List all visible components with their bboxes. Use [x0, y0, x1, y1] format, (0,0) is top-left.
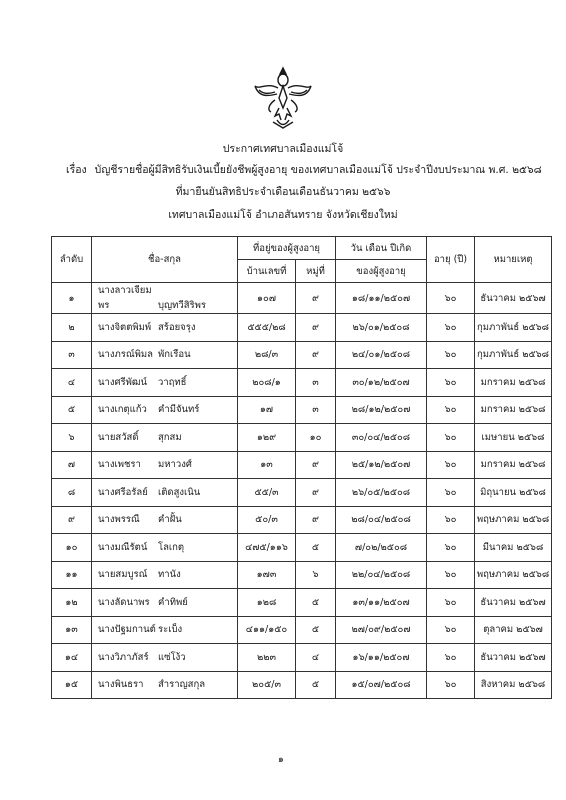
col-header-address: ที่อยู่ของผู้สูงอายุ	[238, 237, 336, 260]
first-name: นางเพชรา	[98, 459, 141, 471]
subject-line	[66, 161, 542, 178]
row-note: กุมภาพันธ์ ๒๕๖๘	[475, 314, 552, 342]
table-row	[52, 314, 552, 342]
row-name	[92, 506, 238, 534]
table-row	[52, 369, 552, 397]
col-header-no: ลำดับ	[52, 237, 92, 283]
row-age: ๖๐	[427, 506, 475, 534]
row-house-no: ๔๑๑/๑๕๐	[238, 616, 296, 644]
row-number: ๑๓	[52, 616, 92, 644]
row-name	[92, 424, 238, 452]
table-row	[52, 424, 552, 452]
row-house-no: ๕๐/๓	[238, 506, 296, 534]
row-name	[92, 671, 238, 699]
last-name: คำทิพย์	[158, 596, 188, 608]
row-moo: ๓	[296, 396, 336, 424]
row-note: มีนาคม ๒๕๖๘	[475, 534, 552, 562]
row-number: ๙	[52, 506, 92, 534]
row-note: กุมภาพันธ์ ๒๕๖๘	[475, 341, 552, 369]
row-name	[92, 616, 238, 644]
row-note: ตุลาคม ๒๕๖๗	[475, 616, 552, 644]
row-house-no: ๑๒๘	[238, 589, 296, 617]
announcement-org: ประกาศเทศบาลเมืองแม่โจ้	[222, 143, 344, 155]
last-name: สำราญสกุล	[158, 679, 206, 691]
last-name: เติดสูงเนิน	[158, 486, 201, 498]
last-name: ทานัง	[158, 569, 181, 581]
row-number: ๘	[52, 479, 92, 507]
row-birth-date: ๗/๐๒/๒๕๐๘	[336, 534, 427, 562]
first-name: นางลาวเจียมพร	[98, 285, 152, 311]
table-row	[52, 589, 552, 617]
row-birth-date: ๒๖/๐๑/๒๕๐๘	[336, 314, 427, 342]
row-note: สิงหาคม ๒๕๖๘	[475, 671, 552, 699]
first-name: นายสมบูรณ์	[98, 569, 148, 581]
col-header-house-no: บ้านเลขที่	[238, 260, 296, 283]
row-house-no: ๕๕๕/๒๘	[238, 314, 296, 342]
row-note: เมษายน ๒๕๖๘	[475, 424, 552, 452]
row-note: มิถุนายน ๒๕๖๘	[475, 479, 552, 507]
row-number: ๑๕	[52, 671, 92, 699]
first-name: นางศรีพัฒน์	[98, 376, 147, 388]
last-name: พักเรือน	[158, 349, 191, 361]
row-note: ธันวาคม ๒๕๖๗	[475, 644, 552, 672]
first-name: นางวิภาภัสร์	[98, 651, 149, 663]
row-number: ๑๔	[52, 644, 92, 672]
row-birth-date: ๓๐/๐๔/๒๕๐๘	[336, 424, 427, 452]
table-row	[52, 283, 552, 314]
row-moo: ๙	[296, 314, 336, 342]
row-number: ๓	[52, 341, 92, 369]
page-number: ๑	[278, 755, 284, 765]
row-birth-date: ๒๕/๑๒/๒๕๐๗	[336, 451, 427, 479]
last-name: บุญทวีสิริพร	[158, 300, 206, 311]
row-age: ๖๐	[427, 534, 475, 562]
row-house-no: ๒๐๕/๓	[238, 671, 296, 699]
last-name: มหาวงศ์	[158, 459, 192, 471]
row-age: ๖๐	[427, 561, 475, 589]
row-house-no: ๑๗๓	[238, 561, 296, 589]
first-name: นายสวัสดิ์	[98, 431, 139, 443]
row-name	[92, 534, 238, 562]
row-number: ๑๑	[52, 561, 92, 589]
subject-text: บัญชีรายชื่อผู้มีสิทธิรับเงินเบี้ยยังชีพผู้สูงอายุ ของเทศบาลเมืองแม่โจ้ ประจำปีงบประมาณ พ.ศ. ๒๕๖๘	[94, 164, 542, 176]
row-age: ๖๐	[427, 341, 475, 369]
row-birth-date: ๒๖/๐๕/๒๕๐๘	[336, 479, 427, 507]
row-house-no: ๑๐๗	[238, 283, 296, 314]
row-note: มกราคม ๒๕๖๘	[475, 369, 552, 397]
last-name: แซ่โง้ว	[158, 651, 186, 663]
row-age: ๖๐	[427, 424, 475, 452]
row-house-no: ๑๓	[238, 451, 296, 479]
first-name: นางปัฐมกานต์	[98, 624, 156, 636]
table-row	[52, 451, 552, 479]
last-name: คำฝั้น	[158, 514, 182, 526]
last-name: สร้อยจรุง	[158, 321, 196, 333]
last-name: ระเบ็ง	[158, 624, 183, 636]
row-moo: ๙	[296, 506, 336, 534]
table-row	[52, 506, 552, 534]
first-name: นางมณีรัตน์	[98, 541, 148, 553]
last-name: คำมีจันทร์	[158, 404, 200, 416]
row-number: ๑๐	[52, 534, 92, 562]
row-house-no: ๔๗๕/๑๑๖	[238, 534, 296, 562]
row-note: พฤษภาคม ๒๕๖๘	[475, 561, 552, 589]
row-moo: ๕	[296, 616, 336, 644]
row-age: ๖๐	[427, 451, 475, 479]
row-name	[92, 396, 238, 424]
row-birth-date: ๑๕/๐๗/๒๕๐๘	[336, 671, 427, 699]
row-name	[92, 451, 238, 479]
first-name: นางจิตตพิมพ์	[98, 321, 152, 333]
row-name	[92, 589, 238, 617]
table-row	[52, 561, 552, 589]
row-birth-date: ๒๗/๐๙/๒๕๐๗	[336, 616, 427, 644]
col-header-moo: หมู่ที่	[296, 260, 336, 283]
first-name: นางภรณ์พิมล	[98, 349, 153, 361]
row-number: ๖	[52, 424, 92, 452]
first-name: นางพรรณี	[98, 514, 140, 526]
first-name: นางพินธรา	[98, 679, 144, 691]
row-name	[92, 283, 238, 314]
row-age: ๖๐	[427, 616, 475, 644]
row-birth-date: ๓๐/๑๒/๒๕๐๗	[336, 369, 427, 397]
row-birth-date: ๑๘/๑๑/๒๕๐๗	[336, 283, 427, 314]
row-moo: ๓	[296, 369, 336, 397]
row-age: ๖๐	[427, 396, 475, 424]
row-moo: ๖	[296, 561, 336, 589]
row-moo: ๑๐	[296, 424, 336, 452]
first-name: นางเกตุแก้ว	[98, 404, 147, 416]
row-moo: ๙	[296, 479, 336, 507]
row-name	[92, 644, 238, 672]
row-age: ๖๐	[427, 644, 475, 672]
table-row	[52, 644, 552, 672]
col-header-birth: วัน เดือน ปีเกิด	[336, 237, 427, 260]
row-number: ๕	[52, 396, 92, 424]
table-header-row	[52, 237, 552, 260]
last-name: โลเกตุ	[158, 541, 185, 553]
row-note: ธันวาคม ๒๕๖๗	[475, 283, 552, 314]
first-name: นางศรีอรัลย์	[98, 486, 148, 498]
row-house-no: ๕๕/๓	[238, 479, 296, 507]
row-moo: ๔	[296, 644, 336, 672]
col-header-note: หมายเหตุ	[475, 237, 552, 283]
row-moo: ๕	[296, 534, 336, 562]
beneficiary-table	[51, 236, 552, 699]
row-birth-date: ๒๒/๐๔/๒๕๐๘	[336, 561, 427, 589]
row-moo: ๙	[296, 283, 336, 314]
row-number: ๔	[52, 369, 92, 397]
row-house-no: ๒๘/๓	[238, 341, 296, 369]
table-row	[52, 534, 552, 562]
table-row	[52, 671, 552, 699]
row-moo: ๙	[296, 451, 336, 479]
row-number: ๑๒	[52, 589, 92, 617]
col-header-name: ชื่อ-สกุล	[92, 237, 238, 283]
row-moo: ๕	[296, 589, 336, 617]
location-line: เทศบาลเมืองแม่โจ้ อำเภอสันทราย จังหวัดเชียงใหม่	[168, 209, 398, 221]
table-row	[52, 616, 552, 644]
row-number: ๗	[52, 451, 92, 479]
row-birth-date: ๒๔/๐๑/๒๕๐๘	[336, 341, 427, 369]
row-birth-date: ๑๓/๑๑/๒๕๐๗	[336, 589, 427, 617]
row-moo: ๕	[296, 671, 336, 699]
table-row	[52, 479, 552, 507]
last-name: วาฤทธิ์	[158, 376, 187, 388]
row-age: ๖๐	[427, 369, 475, 397]
row-note: ธันวาคม ๒๕๖๗	[475, 589, 552, 617]
table-row	[52, 341, 552, 369]
last-name: สุกสม	[158, 431, 182, 443]
row-house-no: ๑๗	[238, 396, 296, 424]
row-note: มกราคม ๒๕๖๘	[475, 396, 552, 424]
row-house-no: ๑๒๙	[238, 424, 296, 452]
row-note: พฤษภาคม ๒๕๖๘	[475, 506, 552, 534]
row-house-no: ๒๐๘/๑	[238, 369, 296, 397]
row-moo: ๙	[296, 341, 336, 369]
row-name	[92, 369, 238, 397]
row-house-no: ๒๒๓	[238, 644, 296, 672]
row-note: มกราคม ๒๕๖๘	[475, 451, 552, 479]
col-header-birth-sub: ของผู้สูงอายุ	[336, 260, 427, 283]
row-name	[92, 561, 238, 589]
row-number: ๑	[52, 283, 92, 314]
period-line: ที่มายืนยันสิทธิประจำเดือนเดือนธันวาคม ๒๕๖๖	[175, 186, 391, 198]
row-name	[92, 479, 238, 507]
row-name	[92, 341, 238, 369]
row-age: ๖๐	[427, 314, 475, 342]
row-age: ๖๐	[427, 479, 475, 507]
row-name	[92, 314, 238, 342]
first-name: นางลัดนาพร	[98, 596, 150, 608]
col-header-age: อายุ (ปี)	[427, 237, 475, 283]
table-row	[52, 396, 552, 424]
row-age: ๖๐	[427, 283, 475, 314]
row-age: ๖๐	[427, 671, 475, 699]
row-birth-date: ๒๘/๑๒/๒๕๐๗	[336, 396, 427, 424]
row-birth-date: ๒๘/๐๔/๒๕๐๘	[336, 506, 427, 534]
row-birth-date: ๑๖/๑๑/๒๕๐๗	[336, 644, 427, 672]
subject-label: เรื่อง	[66, 164, 87, 176]
row-age: ๖๐	[427, 589, 475, 617]
row-number: ๒	[52, 314, 92, 342]
garuda-emblem-icon	[253, 64, 313, 130]
